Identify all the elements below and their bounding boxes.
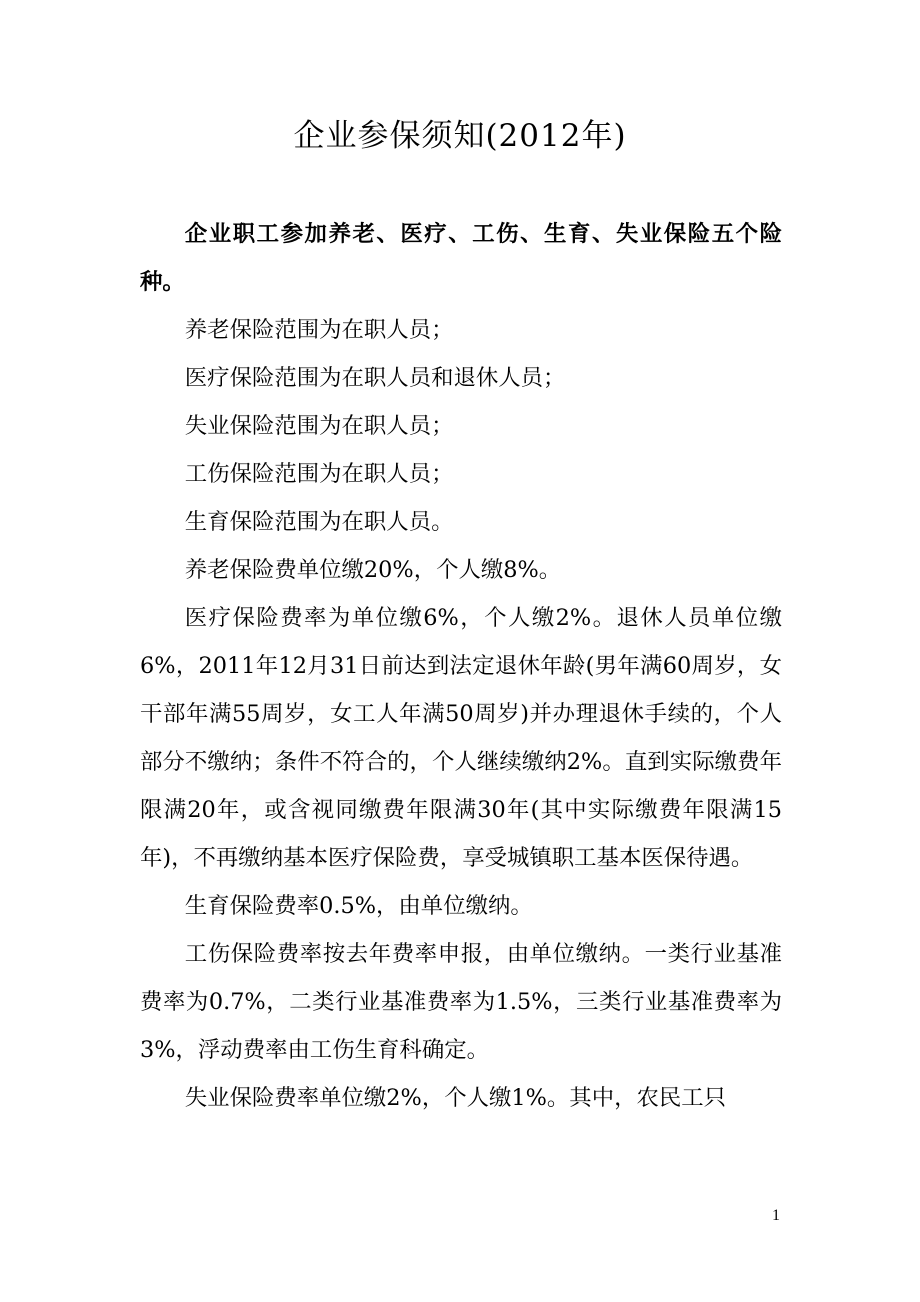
paragraph-unemployment-scope: 失业保险范围为在职人员； <box>184 413 454 439</box>
paragraph-medical-rate: 医疗保险费率为单位缴6%，个人缴2%。退休人员单位缴6%，2011年12月31日前达到法定退休年龄(男年满60周岁，女干部年满55周岁，女工人年满50周岁)并办理退休手续的，个人部分不缴纳；条件不符合的，个人继续缴纳2%。直到实际缴费年限满20年，或含视同缴费年限满30年(其中实际缴费年限满15年)，不再缴纳基本医疗保险费，享受城镇职工基本医保待遇。 <box>140 605 782 871</box>
paragraph-medical-scope: 医疗保险范围为在职人员和退休人员； <box>184 365 566 391</box>
paragraph-unemployment-rate: 失业保险费率单位缴2%，个人缴1%。其中，农民工只 <box>184 1085 727 1111</box>
document-title: 企业参保须知(2012年) <box>293 118 627 154</box>
page-number: 1 <box>772 1207 780 1224</box>
document-body <box>140 210 782 1122</box>
paragraph-intro: 企业职工参加养老、医疗、工伤、生育、失业保险五个险种。 <box>140 221 782 295</box>
paragraph-injury-rate: 工伤保险费率按去年费率申报，由单位缴纳。一类行业基准费率为0.7%，二类行业基准费率为1.5%，三类行业基准费率为3%，浮动费率由工伤生育科确定。 <box>140 941 782 1063</box>
paragraph-pension-scope: 养老保险范围为在职人员； <box>184 317 454 343</box>
paragraph-injury-scope: 工伤保险范围为在职人员； <box>184 461 454 487</box>
paragraph-maternity-scope: 生育保险范围为在职人员。 <box>184 509 454 535</box>
paragraph-pension-rate: 养老保险费单位缴20%，个人缴8%。 <box>184 557 562 583</box>
paragraph-maternity-rate: 生育保险费率0.5%，由单位缴纳。 <box>184 893 533 919</box>
